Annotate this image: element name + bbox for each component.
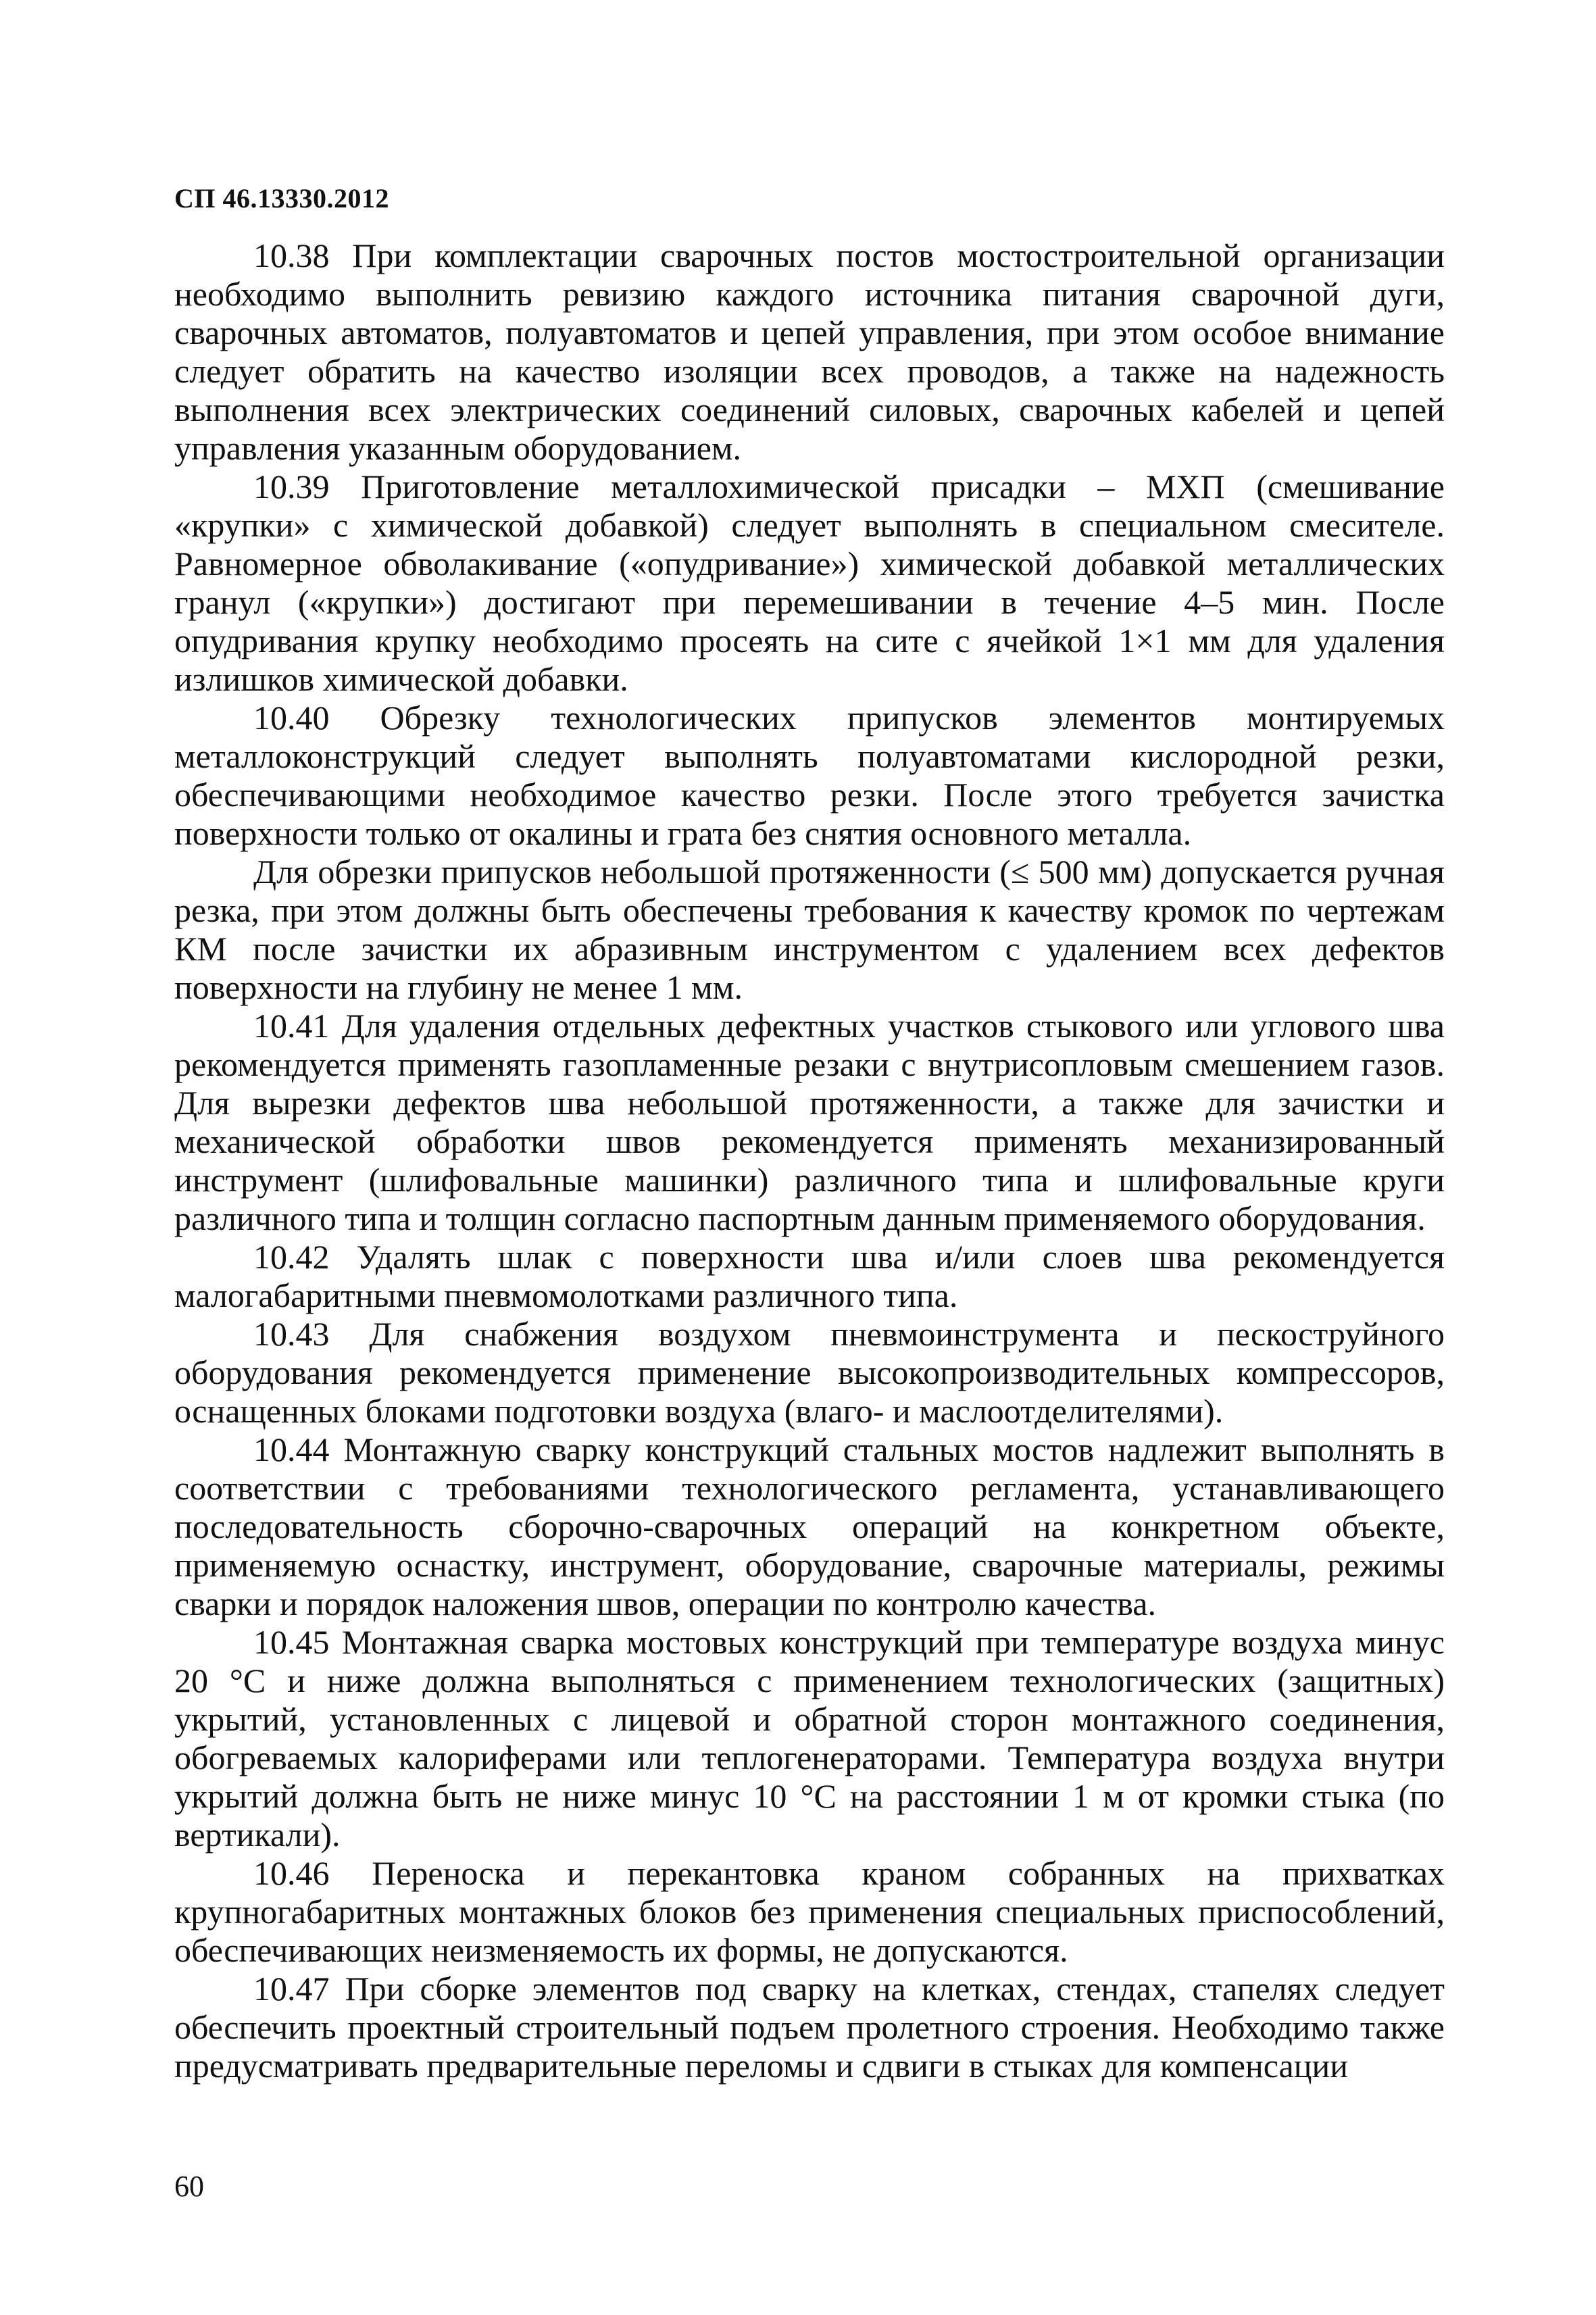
document-code-header: СП 46.13330.2012 bbox=[174, 183, 389, 214]
paragraph-10-44: 10.44 Монтажную сварку конструкций стальных мостов надлежит выполнять в соответствии с требованиями технологического регламента, устанавливающего последовательность сборочно-сварочных операций на конкретном объекте, применяемую оснастку, инструмент, оборудование, сварочные материалы, режимы сварки и порядок наложения швов, операции по контролю качества. bbox=[174, 1430, 1445, 1622]
paragraph-10-40-continuation: Для обрезки припусков небольшой протяженности (≤ 500 мм) допускается ручная резка, при этом должны быть обеспечены требования к качеству кромок по чертежам КМ после зачистки их абразивным инструментом с удалением всех дефектов поверхности на глубину не менее 1 мм. bbox=[174, 853, 1445, 1006]
paragraph-10-43: 10.43 Для снабжения воздухом пневмоинструмента и пескоструйного оборудования рекомендуется применение высокопроизводительных компрессоров, оснащенных блоками подготовки воздуха (влаго- и маслоотделителями). bbox=[174, 1315, 1445, 1430]
paragraph-10-45: 10.45 Монтажная сварка мостовых конструкций при температуре воздуха минус 20 °С и ниже должна выполняться с применением технологических (защитных) укрытий, установленных с лицевой и обратной сторон монтажного соединения, обогреваемых калориферами или теплогенераторами. Температура воздуха внутри укрытий должна быть не ниже минус 10 °С на расстоянии 1 м от кромки стыка (по вертикали). bbox=[174, 1623, 1445, 1853]
paragraph-10-46: 10.46 Переноска и перекантовка краном собранных на прихватках крупногабаритных монтажных блоков без применения специальных приспособлений, обеспечивающих неизменяемость их формы, не допускаются. bbox=[174, 1854, 1445, 1969]
document-body bbox=[174, 237, 1445, 2085]
paragraph-10-39: 10.39 Приготовление металлохимической присадки – МХП (смешивание «крупки» с химической добавкой) следует выполнять в специальном смесителе. Равномерное обволакивание («опудривание») химической добавкой металлических гранул («крупки») достигают при перемешивании в течение 4–5 мин. После опудривания крупку необходимо просеять на сите с ячейкой 1×1 мм для удаления излишков химической добавки. bbox=[174, 468, 1445, 698]
paragraph-10-47: 10.47 При сборке элементов под сварку на клетках, стендах, стапелях следует обеспечить проектный строительный подъем пролетного строения. Необходимо также предусматривать предварительные переломы и сдвиги в стыках для компенсации bbox=[174, 1970, 1445, 2085]
paragraph-10-42: 10.42 Удалять шлак с поверхности шва и/или слоев шва рекомендуется малогабаритными пневмомолотками различного типа. bbox=[174, 1238, 1445, 1314]
paragraph-10-38: 10.38 При комплектации сварочных постов мостостроительной организации необходимо выполнить ревизию каждого источника питания сварочной дуги, сварочных автоматов, полуавтоматов и цепей управления, при этом особое внимание следует обратить на качество изоляции всех проводов, а также на надежность выполнения всех электрических соединений силовых, сварочных кабелей и цепей управления указанным оборудованием. bbox=[174, 237, 1445, 467]
paragraph-10-41: 10.41 Для удаления отдельных дефектных участков стыкового или углового шва рекомендуется применять газопламенные резаки с внутрисопловым смешением газов. Для вырезки дефектов шва небольшой протяженности, а также для зачистки и механической обработки швов рекомендуется применять механизированный инструмент (шлифовальные машинки) различного типа и шлифовальные круги различного типа и толщин согласно паспортным данным применяемого оборудования. bbox=[174, 1007, 1445, 1237]
page-number: 60 bbox=[174, 2170, 204, 2203]
paragraph-10-40: 10.40 Обрезку технологических припусков элементов монтируемых металлоконструкций следует выполнять полуавтоматами кислородной резки, обеспечивающими необходимое качество резки. После этого требуется зачистка поверхности только от окалины и грата без снятия основного металла. bbox=[174, 699, 1445, 852]
